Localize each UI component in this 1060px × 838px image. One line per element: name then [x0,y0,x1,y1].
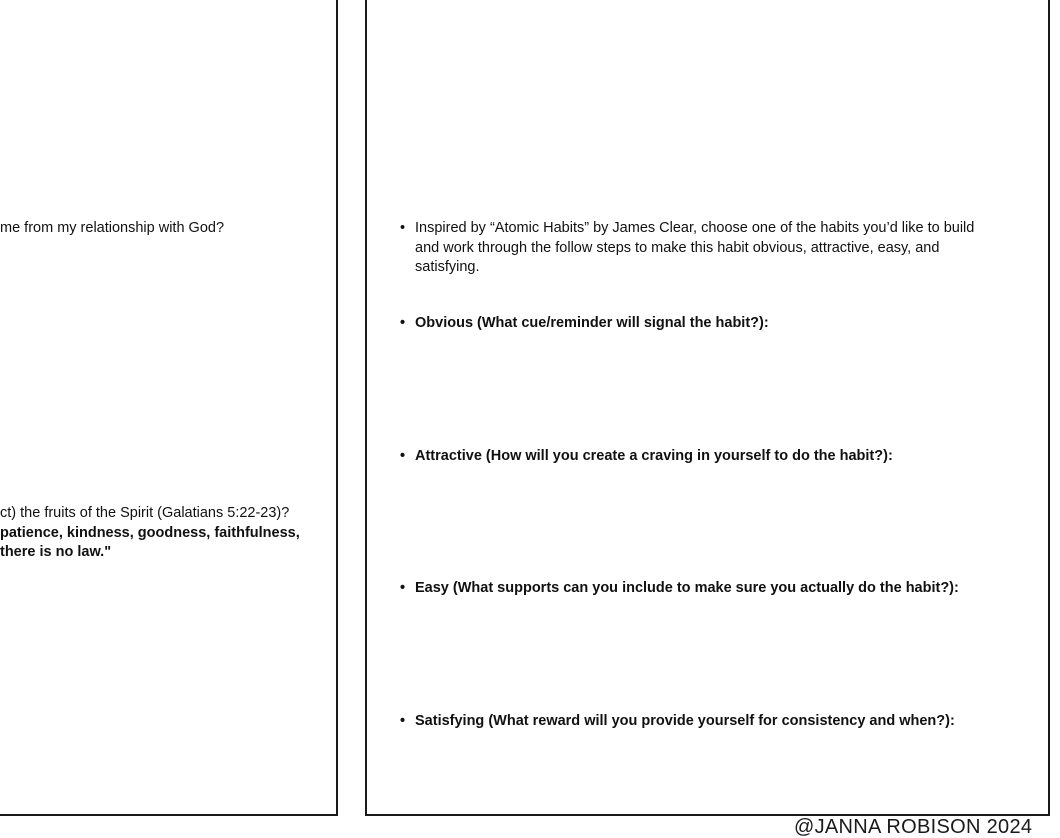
right-worksheet-panel [365,0,1050,816]
copyright-footer: @JANNA ROBISON 2024 [794,816,1033,838]
satisfying-prompt: • Satisfying (What reward will you provide yourself for consistency and when?): [400,712,1000,732]
left-question-relationship-with-god: me from my relationship with God? [0,220,225,236]
left-worksheet-panel [0,0,338,816]
atomic-habits-intro: • Inspired by “Atomic Habits” by James Clear, choose one of the habits you’d like to build and work through the follow steps to make this habit obvious, attractive, easy, and satisfying. [400,219,1000,278]
attractive-prompt: • Attractive (How will you create a craving in yourself to do the habit?): [400,447,1000,467]
left-question-fruits-of-spirit [0,504,300,563]
obvious-prompt: • Obvious (What cue/reminder will signal the habit?): [400,314,1000,334]
easy-prompt: • Easy (What supports can you include to make sure you actually do the habit?): [400,579,1000,599]
fruits-scripture-line-2 [0,543,300,563]
fruits-question-line: ct) the fruits of the Spirit (Galatians 5:22-23)? [0,505,290,521]
fruits-scripture-line-1 [0,524,300,544]
fruits-scripture-text-2: there is no law." [0,544,112,560]
fruits-scripture-text-1: patience, kindness, goodness, faithfulness, [0,524,300,541]
